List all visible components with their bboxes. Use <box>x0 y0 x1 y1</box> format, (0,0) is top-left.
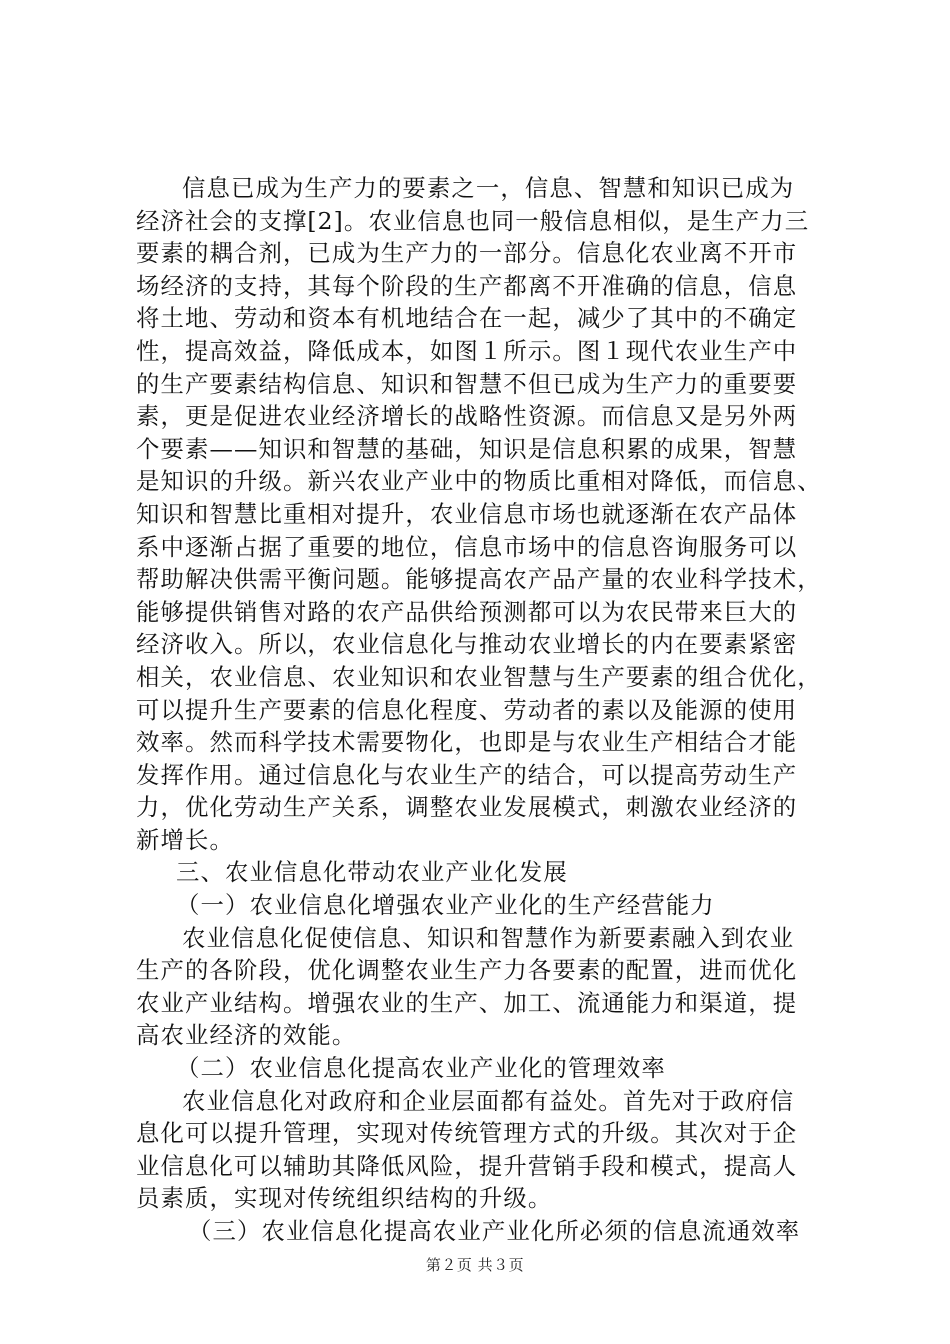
paragraph-line: 生产的各阶段，优化调整农业生产力各要素的配置，进而优化 <box>136 956 798 985</box>
paragraph-line: 员素质，实现对传统组织结构的升级。 <box>136 1184 553 1213</box>
paragraph-line: 知识和智慧比重相对提升，农业信息市场也就逐渐在农产品体 <box>136 499 798 528</box>
paragraph-line: 农业信息化促使信息、知识和智慧作为新要素融入到农业 <box>182 923 795 952</box>
paragraph-line: 是知识的升级。新兴农业产业中的物质比重相对降低，而信息、 <box>136 467 822 496</box>
paragraph-line: 经济社会的支撑[2]。农业信息也同一般信息相似，是生产力三 <box>136 206 810 235</box>
paragraph-line: 要素的耦合剂，已成为生产力的一部分。信息化农业离不开市 <box>136 239 798 268</box>
paragraph-line: 的生产要素结构信息、知识和智慧不但已成为生产力的重要要 <box>136 369 798 398</box>
paragraph-line: 个要素——知识和智慧的基础，知识是信息积累的成果，智慧 <box>136 434 798 463</box>
paragraph-line: 高农业经济的效能。 <box>136 1021 357 1050</box>
subsection-heading: （一）农业信息化增强农业产业化的生产经营能力 <box>176 891 715 920</box>
paragraph-line: 可以提升生产要素的信息化程度、劳动者的素以及能源的使用 <box>136 695 798 724</box>
paragraph-line: 将土地、劳动和资本有机地结合在一起，减少了其中的不确定 <box>136 304 798 333</box>
paragraph-line: 性，提高效益，降低成本，如图１所示。图１现代农业生产中 <box>136 336 798 365</box>
paragraph-line: 效率。然而科学技术需要物化，也即是与农业生产相结合才能 <box>136 728 798 757</box>
paragraph-line: 力，优化劳动生产关系，调整农业发展模式，刺激农业经济的 <box>136 793 798 822</box>
paragraph-line: 新增长。 <box>136 825 234 854</box>
paragraph-line: 发挥作用。通过信息化与农业生产的结合，可以提高劳动生产 <box>136 760 798 789</box>
paragraph-line: 场经济的支持，其每个阶段的生产都离不开准确的信息，信息 <box>136 271 798 300</box>
paragraph-line: 业信息化可以辅助其降低风险，提升营销手段和模式，提高人 <box>136 1151 798 1180</box>
paragraph-line: 经济收入。所以，农业信息化与推动农业增长的内在要素紧密 <box>136 630 798 659</box>
paragraph-line: 信息已成为生产力的要素之一，信息、智慧和知识已成为 <box>182 174 795 202</box>
subsection-heading: （二）农业信息化提高农业产业化的管理效率 <box>176 1054 666 1083</box>
paragraph-line: 息化可以提升管理，实现对传统管理方式的升级。其次对于企 <box>136 1119 798 1148</box>
paragraph-line: 农业产业结构。增强农业的生产、加工、流通能力和渠道，提 <box>136 988 798 1017</box>
paragraph-line: 相关，农业信息、农业知识和农业智慧与生产要素的组合优化， <box>136 662 822 691</box>
section-heading: 三、农业信息化带动农业产业化发展 <box>176 858 568 887</box>
paragraph-line: 帮助解决供需平衡问题。能够提高农产品产量的农业科学技术， <box>136 565 822 594</box>
paragraph-line: 农业信息化对政府和企业层面都有益处。首先对于政府信 <box>182 1086 795 1115</box>
page-number-footer: 第２页 共３页 <box>425 1256 525 1274</box>
paragraph-line: 系中逐渐占据了重要的地位，信息市场中的信息咨询服务可以 <box>136 532 798 561</box>
paragraph-line: 素，更是促进农业经济增长的战略性资源。而信息又是另外两 <box>136 402 798 431</box>
document-body <box>136 172 844 1248</box>
subsection-heading: （三）农业信息化提高农业产业化所必须的信息流通效率 <box>188 1217 801 1245</box>
paragraph-line: 能够提供销售对路的农产品供给预测都可以为农民带来巨大的 <box>136 597 798 626</box>
